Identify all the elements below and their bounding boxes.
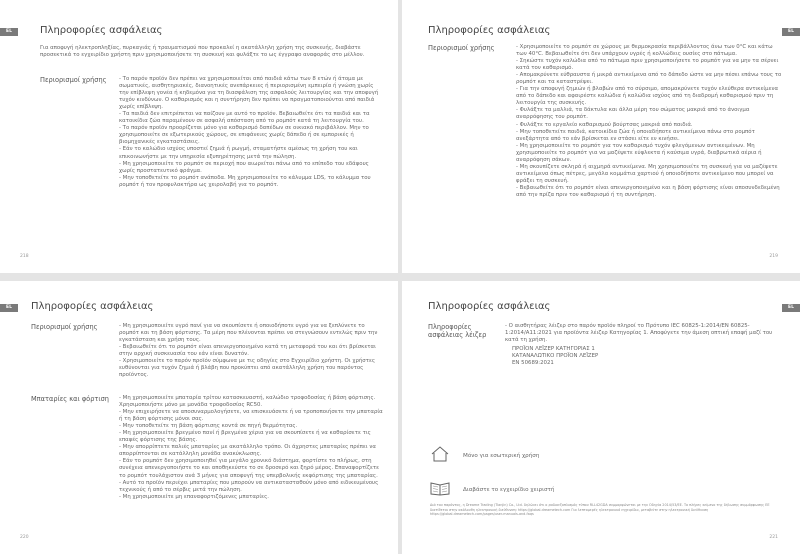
list-item: - Μην τοποθετείτε παιδιά, κατοικίδια ζώα ή οποιαδήποτε αντικείμενα πάνω στο ρομπότ ανεξάρτητα από το εάν βρίσκεται εν στάσει είτε εν κινήσει. bbox=[516, 129, 782, 143]
list-item: - Μη σκουπίζετε σκληρά ή αιχμηρά αντικείμενα. Μη χρησιμοποιείτε τη συσκευή για να μαζέψετε αντικείμενα όπως πέτρες, μεγάλα κομμάτια χαρτιού ή οποιοδήποτε αντικείμενο που μπορεί να φράξει τη συσκευή. bbox=[516, 164, 782, 185]
indoor-use-row bbox=[430, 445, 539, 467]
page-218 bbox=[0, 0, 398, 273]
page-title: Πληροφορίες ασφάλειας bbox=[31, 301, 154, 312]
page-number: 219 bbox=[769, 254, 778, 259]
list-item: - Μη χρησιμοποιείτε μπαταρία τρίτου κατασκευαστή, καλώδιο τροφοδοσίας ή βάση φόρτισης. Χρησιμοποιήστε μόνο με μονάδα τροφοδοσίας RC50. bbox=[119, 395, 384, 409]
section-body-usage-restrictions bbox=[119, 323, 384, 379]
list-item: - Εάν το καλώδιο ισχύος υποστεί ζημιά ή ρωγμή, σταματήστε αμέσως τη χρήση του και επικοινωνήστε με την υπηρεσία εξυπηρέτησης μετά την πώληση. bbox=[119, 146, 384, 160]
section-label-usage-restrictions: Περιορισμοί χρήσης bbox=[31, 323, 98, 331]
intro-paragraph: Για αποφυγή ηλεκτροπληξίας, πυρκαγιάς ή τραυματισμού που προκαλεί η ακατάλληλη χρήση της συσκευής, διαβάστε προσεκτικά το εγχειρίδιο χρήστη πριν χρησιμοποιήσετε τη συσκευή και φυλάξτε το ως έγγραφο αναφοράς στο μέλλον. bbox=[40, 45, 365, 59]
section-label-batteries-charging: Μπαταρίες και φόρτιση bbox=[31, 395, 109, 403]
list-item: - Εάν το ρομπότ δεν χρησιμοποιηθεί για μεγάλο χρονικό διάστημα, φορτίστε το πλήρως, στη συνέχεια απενεργοποιήστε το και αποθηκεύστε το σε δροσερό και ξηρό μέρος. Επαναφορτίζετε το ρομπότ τουλάχιστον ανά 3 μήνες για αποφυγή της υπερβολικής εκφόρτισης της μπαταρίας. bbox=[119, 458, 384, 479]
section-body-usage-restrictions bbox=[119, 76, 384, 189]
list-item: - Το παρόν προϊόν προορίζεται μόνο για καθαρισμό δαπέδων σε οικιακό περιβάλλον. Μην το χρησιμοποιείτε σε εξωτερικούς χώρους, σε επιφάνειες χωρίς δάπεδο ή σε εμπορικές ή βιομηχανικές εγκαταστάσεις. bbox=[119, 125, 384, 146]
page-number: 218 bbox=[20, 254, 29, 259]
indoor-use-label: Μόνο για εσωτερική χρήση bbox=[463, 453, 540, 459]
page-number: 220 bbox=[20, 535, 29, 540]
laser-class-line: ΚΑΤΑΝΑΛΩΤΙΚΟ ΠΡΟΪΟΝ ΛΕΪΖΕΡ bbox=[512, 353, 599, 360]
read-manual-label: Διαβάστε το εγχειρίδιο χειριστή bbox=[463, 487, 555, 493]
list-item: - Μην τοποθετείτε το ρομπότ ανάποδα. Μη χρησιμοποιείτε το κάλυμμα LDS, το κάλυμμα του ρομπότ ή τον προφυλακτήρα ως χειρολαβή για το ρομπότ. bbox=[119, 175, 384, 189]
page-title: Πληροφορίες ασφάλειας bbox=[428, 301, 551, 312]
language-tag: EL bbox=[782, 28, 800, 36]
page-title: Πληροφορίες ασφάλειας bbox=[428, 25, 551, 36]
page-220 bbox=[0, 281, 398, 554]
book-icon bbox=[430, 480, 450, 500]
list-item: - Φυλάξτε τα μαλλιά, τα δάκτυλα και άλλα μέρη του σώματος μακριά από το άνοιγμα αναρρόφησης του ρομπότ. bbox=[516, 107, 782, 121]
list-item: - Μην τοποθετείτε τη βάση φόρτισης κοντά σε πηγή θερμότητας. bbox=[119, 423, 384, 430]
section-body-batteries-charging bbox=[119, 395, 384, 501]
section-label-usage-restrictions: Περιορισμοί χρήσης bbox=[40, 76, 107, 84]
list-item: - Αυτό το προϊόν περιέχει μπαταρίες που μπορούν να αντικατασταθούν μόνο από ειδικευμένους τεχνικούς ή από το σέρβις μετά την πώληση. bbox=[119, 480, 384, 494]
laser-class-line: ΠΡΟΪΟΝ ΛΕΪΖΕΡ ΚΑΤΗΓΟΡΙΑΣ 1 bbox=[512, 346, 595, 353]
list-item: - Χρησιμοποιείτε το ρομπότ σε χώρους με θερμοκρασία περιβάλλοντος άνω των 0°C και κάτω των 40°C. Βεβαιωθείτε ότι δεν υπάρχουν υγρές ή κολλώδεις ουσίες στο πάτωμα. bbox=[516, 44, 782, 58]
list-item: - Σηκώστε τυχόν καλώδια από το πάτωμα πριν χρησιμοποιήσετε το ρομπότ για να μην τα σέρνει κατά τον καθαρισμό. bbox=[516, 58, 782, 72]
page-number: 221 bbox=[769, 535, 778, 540]
list-item: - Το παρόν προϊόν δεν πρέπει να χρησιμοποιείται από παιδιά κάτω των 8 ετών ή άτομα με σωματικές, αισθητηριακές, διανοητικές ανεπάρκειες ή περιορισμένη εμπειρία ή γνώση χωρίς την επίβλεψη γονέα ή κηδεμόνα για τη διασφάλιση της ασφαλούς λειτουργίας και την αποφυγή τυχόν κινδύνων. Ο καθαρισμός και η συντήρηση δεν πρέπει να πραγματοποιούνται από παιδιά χωρίς επίβλεψη. bbox=[119, 76, 384, 111]
page-219 bbox=[402, 0, 800, 273]
list-item: - Βεβαιωθείτε ότι το ρομπότ είναι απενεργοποιημένο και η βάση φόρτισης είναι αποσυνδεδεμένη από την πρίζα πριν τον καθαρισμό ή τη συντήρηση. bbox=[516, 185, 782, 199]
list-item: - Μη χρησιμοποιείτε υγρό πανί για να σκουπίσετε ή οποιοδήποτε υγρό για να ξεπλύνετε το ρομπότ και τη βάση φόρτισης. Τα μέρη που πλένονται πρέπει να στεγνώσουν εντελώς πριν την εγκατάσταση και χρήση τους. bbox=[119, 323, 384, 344]
house-icon bbox=[430, 445, 450, 467]
declaration-footnote: Διά του παρόντος, η Dreame Trading (Tianjin) Co., Ltd. δηλώνει ότι ο ραδιοεξοπλισμός τύπου RLL42GDA συμμορφώνεται με την Οδηγία 2014/53/ΕΕ. Το πλήρες κείμενο της δήλωσης συμμόρφωσης ΕΕ διατίθεται στην ακόλουθη ηλεκτρονική διεύθυνση: https://global.dreametech.com Για λεπτομερές ηλεκτρονικό εγχειρίδιο, μεταβείτε στην ηλεκτρονική διεύθυνση https://global.dreametech.com/pages/user-manuals-and-faqs bbox=[430, 503, 770, 516]
read-manual-row bbox=[430, 480, 554, 500]
laser-compliance-text: - Ο αισθητήρας λέιζερ στο παρόν προϊόν πληροί το Πρότυπο IEC 60825-1:2014/EN 60825-1:2014/A11:2021 για προϊόντα λέιζερ Κατηγορίας 1. Αποφύγετε την άμεση οπτική επαφή μαζί του κατά τη χρήση. bbox=[505, 323, 773, 344]
list-item: - Για την αποφυγή ζημιών ή βλαβών από το σύρσιμο, απομακρύνετε τυχόν ελεύθερα αντικείμενα από το δάπεδο και αφαιρέστε καλώδια ή καλώδια ισχύος από τη διαδρομή καθαρισμού πριν τη λειτουργία της συσκευής. bbox=[516, 86, 782, 107]
list-item: - Μη χρησιμοποιείτε βρεγμένο πανί ή βρεγμένα χέρια για να σκουπίσετε ή να καθαρίσετε τις επαφές φόρτισης της βάσης. bbox=[119, 430, 384, 444]
list-item: - Μην επιχειρήσετε να αποσυναρμολογήσετε, να επισκευάσετε ή να τροποποιήσετε την μπαταρία ή τη βάση φόρτισης μόνοι σας. bbox=[119, 409, 384, 423]
list-item: - Βεβαιωθείτε ότι το ρομπότ είναι απενεργοποιημένο κατά τη μεταφορά του και ότι βρίσκεται στην αρχική συσκευασία του εάν είναι δυνατόν. bbox=[119, 344, 384, 358]
section-label-usage-restrictions: Περιορισμοί χρήσης bbox=[428, 44, 495, 52]
list-item: - Τα παιδιά δεν επιτρέπεται να παίζουν με αυτό το προϊόν. Βεβαιωθείτε ότι τα παιδιά και τα κατοικίδια ζώα παραμένουν σε ασφαλή απόσταση από το ρομπότ κατά τη λειτουργία του. bbox=[119, 111, 384, 125]
page-title: Πληροφορίες ασφάλειας bbox=[40, 25, 163, 36]
list-item: - Μη χρησιμοποιείτε το ρομπότ σε περιοχή που αιωρείται πάνω από το επίπεδο του εδάφους χωρίς προστατευτικό φράγμα. bbox=[119, 161, 384, 175]
list-item: - Χρησιμοποιείτε το παρόν προϊόν σύμφωνα με τις οδηγίες στο Εγχειρίδιο χρήστη. Οι χρήστες ευθύνονται για τυχόν ζημιά ή βλάβη που προκύπτει από ακατάλληλη χρήση του παρόντος προϊόντος. bbox=[119, 358, 384, 379]
list-item: - Απομακρύνετε εύθραυστα ή μικρά αντικείμενα από το δάπεδο ώστε να μην πέσει επάνω τους το ρομπότ και τα καταστρέψει. bbox=[516, 72, 782, 86]
language-tag: EL bbox=[0, 28, 18, 36]
list-item: - Μη χρησιμοποιείτε μη επαναφορτιζόμενες μπαταρίες. bbox=[119, 494, 384, 501]
section-body-usage-restrictions bbox=[516, 44, 782, 199]
list-item: - Μην απορρίπτετε παλιές μπαταρίες με ακατάλληλο τρόπο. Οι άχρηστες μπαταρίες πρέπει να απορρίπτονται σε κατάλληλη μονάδα ανακύκλωσης. bbox=[119, 444, 384, 458]
list-item: - Φυλάξτε το εργαλείο καθαρισμού βούρτσας μακριά από παιδιά. bbox=[516, 122, 782, 129]
page-221 bbox=[402, 281, 800, 554]
language-tag: EL bbox=[782, 304, 800, 312]
laser-class-line: EN 50689:2021 bbox=[512, 360, 554, 367]
section-body-laser-safety bbox=[505, 323, 783, 367]
language-tag: EL bbox=[0, 304, 18, 312]
list-item: - Μη χρησιμοποιείτε το ρομπότ για τον καθαρισμό τυχόν φλεγόμενων αντικειμένων. Μη χρησιμοποιείτε το ρομπότ για να μαζέψετε εύφλεκτα ή καύσιμα υγρά, διαβρωτικά αέρια ή αναρρόφηση σάκων. bbox=[516, 143, 782, 164]
section-label-laser-safety: Πληροφορίες ασφάλειας λέιζερ bbox=[428, 323, 487, 339]
